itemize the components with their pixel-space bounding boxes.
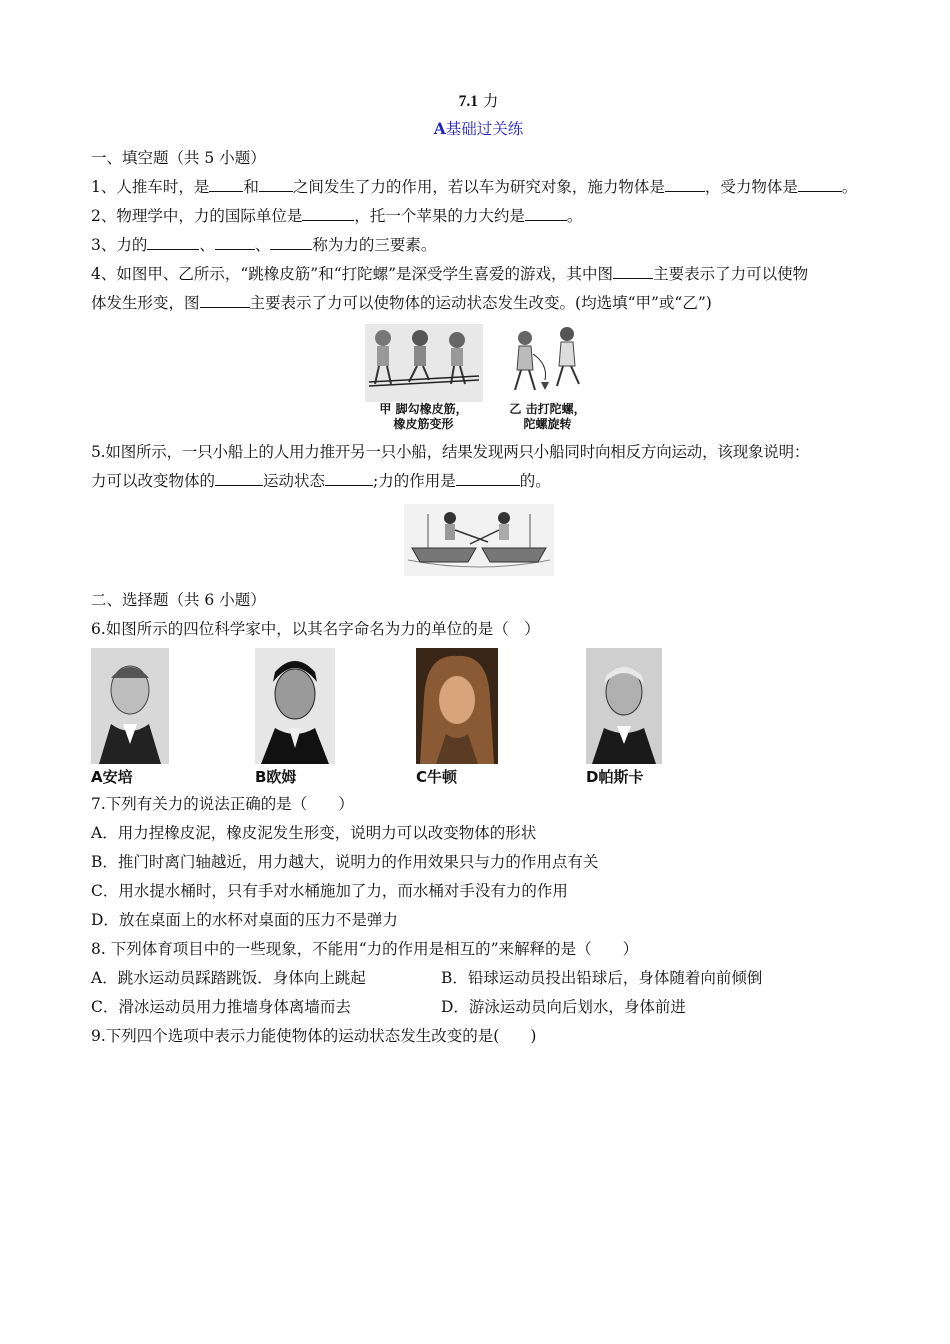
question-4-line2	[91, 289, 866, 318]
blank[interactable]	[525, 206, 567, 221]
q2-text-b: ，托一个苹果的力大约是	[354, 207, 525, 225]
blank[interactable]	[215, 471, 263, 486]
q1-text-b: 和	[243, 178, 259, 196]
title-number: 7.1	[458, 93, 478, 110]
q4-text-1a: 4、如图甲、乙所示，“跳橡皮筋”和“打陀螺”是深受学生喜爱的游戏，其中图	[91, 265, 614, 283]
blank[interactable]	[209, 177, 243, 192]
blank[interactable]	[147, 235, 199, 250]
blank[interactable]	[456, 471, 520, 486]
question-7: 7.下列有关力的说法正确的是（ ）	[91, 795, 354, 813]
blank[interactable]	[200, 293, 250, 308]
q1-text-d: ，受力物体是	[704, 178, 798, 196]
blank[interactable]	[613, 264, 653, 279]
q8-option-a[interactable]: A．跳水运动员踩踏跳饭．身体向上跳起	[91, 969, 366, 987]
q8-options-row1	[91, 964, 866, 993]
q3-text-c: 、	[254, 236, 271, 254]
q3-text-a: 3、力的	[91, 236, 148, 254]
q1-text-c: 之间发生了力的作用，若以车为研究对象，施力物体是	[292, 178, 665, 196]
question-3	[91, 231, 866, 260]
title-text: 力	[477, 92, 499, 110]
caption-jia	[379, 402, 467, 432]
rubber-band-illustration	[365, 324, 483, 402]
page-subtitle	[91, 114, 866, 144]
scientist-b[interactable]	[255, 648, 335, 787]
q5-text-b: 运动状态	[263, 472, 326, 490]
scientist-a[interactable]	[91, 648, 169, 787]
q7-option-a[interactable]: A．用力捏橡皮泥，橡皮泥发生形变，说明力可以改变物体的形状	[91, 824, 537, 842]
worksheet	[91, 88, 866, 1051]
q8-option-c[interactable]: C．滑冰运动员用力推墙身体离墙而去	[91, 998, 351, 1016]
question-5-line1: 5.如图所示，一只小船上的人用力推开另一只小船，结果发现两只小船同时向相反方向运动，该现象说明：	[91, 443, 810, 461]
scientist-d-label: D帕斯卡	[586, 768, 644, 786]
q5-text-d: 的。	[519, 472, 551, 490]
portrait-pascal	[586, 648, 662, 764]
question-1	[91, 173, 866, 202]
q3-text-b: 、	[199, 236, 215, 254]
q1-text-a: 1、人推车时，是	[91, 178, 210, 196]
q7-option-d[interactable]: D．放在桌面上的水杯对桌面的压力不是弹力	[91, 911, 398, 929]
blank[interactable]	[215, 235, 255, 250]
figure-5	[91, 504, 866, 576]
scientist-b-label: B欧姆	[255, 768, 297, 786]
caption-jia-line2: 橡皮筋变形	[393, 417, 454, 431]
blank[interactable]	[270, 235, 312, 250]
blank[interactable]	[325, 471, 373, 486]
figure-jia	[365, 324, 483, 432]
question-6: 6.如图所示的四位科学家中，以其名字命名为力的单位的是（ ）	[91, 620, 540, 638]
section-heading-choice: 二、选择题（共 6 小题）	[91, 591, 266, 609]
section-heading-fill: 一、填空题（共 5 小题）	[91, 149, 266, 167]
scientist-a-label: A安培	[91, 768, 133, 786]
scientist-d[interactable]	[586, 648, 662, 787]
portrait-ampere	[91, 648, 169, 764]
q5-text-c: ;力的作用是	[373, 472, 456, 490]
question-2	[91, 202, 866, 231]
caption-yi	[509, 402, 585, 432]
question-9: 9.下列四个选项中表示力能使物体的运动状态发生改变的是( )	[91, 1027, 537, 1045]
figure-yi	[503, 324, 593, 432]
boats-illustration	[404, 504, 554, 576]
blank[interactable]	[665, 177, 705, 192]
scientist-c[interactable]	[416, 648, 498, 787]
question-4-line1	[91, 260, 866, 289]
q8-option-d[interactable]: D．游泳运动员向后划水，身体前进	[441, 998, 686, 1016]
question-5-line2	[91, 467, 866, 496]
q3-text-d: 称为力的三要素。	[312, 236, 437, 254]
caption-yi-line2: 陀螺旋转	[523, 417, 572, 431]
blank[interactable]	[302, 206, 354, 221]
blank[interactable]	[798, 177, 842, 192]
spinning-top-illustration	[503, 324, 593, 402]
subtitle-letter: A	[433, 119, 446, 138]
q5-text-a: 力可以改变物体的	[91, 472, 216, 490]
caption-jia-line1: 甲 脚勾橡皮筋，	[379, 402, 468, 416]
q4-text-2a: 体发生形变，图	[91, 294, 200, 312]
q4-text-2b: 主要表示了力可以使物体的运动状态发生改变。(均选填“甲”或“乙”)	[249, 294, 712, 312]
q1-text-e: 。	[841, 178, 858, 196]
question-8: 8. 下列体育项目中的一些现象，不能用“力的作用是相互的”来解释的是（ ）	[91, 940, 639, 958]
q2-text-a: 2、物理学中，力的国际单位是	[91, 207, 303, 225]
q2-text-c: 。	[566, 207, 583, 225]
figure-4	[91, 324, 866, 432]
caption-yi-line1: 乙 击打陀螺，	[509, 402, 586, 416]
portrait-ohm	[255, 648, 335, 764]
q8-option-b[interactable]: B．铅球运动员投出铅球后，身体随着向前倾倒	[441, 969, 763, 987]
page-title	[91, 88, 866, 114]
subtitle-text: 基础过关练	[445, 120, 524, 138]
portrait-newton	[416, 648, 498, 764]
q8-options-row2	[91, 993, 866, 1022]
q4-text-1b: 主要表示了力可以使物	[653, 265, 809, 283]
q7-option-c[interactable]: C．用水提水桶时，只有手对水桶施加了力，而水桶对手没有力的作用	[91, 882, 568, 900]
scientists-row	[91, 648, 866, 790]
q7-option-b[interactable]: B．推门时离门轴越近，用力越大，说明力的作用效果只与力的作用点有关	[91, 853, 599, 871]
scientist-c-label: C牛顿	[416, 768, 458, 786]
blank[interactable]	[259, 177, 293, 192]
